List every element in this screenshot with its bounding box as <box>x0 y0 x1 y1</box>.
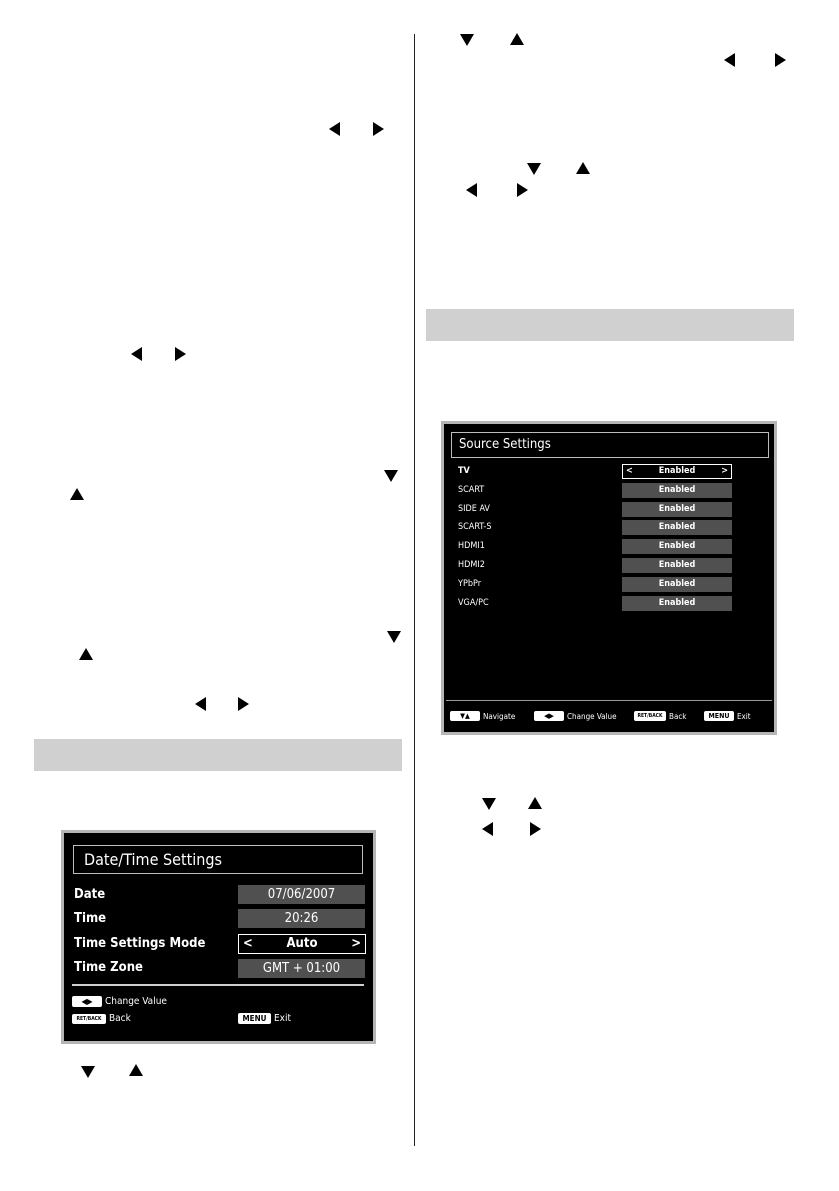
left-arrow-icon <box>329 122 340 136</box>
left-arrow-icon <box>482 822 493 836</box>
up-arrow-icon <box>129 1064 143 1076</box>
source-settings-screen <box>441 421 777 735</box>
exit-text: Exit <box>737 711 751 721</box>
right-arrow-icon <box>238 697 249 711</box>
source-row-label: TV <box>458 466 470 476</box>
up-arrow-icon <box>79 648 93 660</box>
down-arrow-icon <box>460 34 474 46</box>
time-settings-mode-label: Time Settings Mode <box>74 936 206 951</box>
back-text: Back <box>109 1013 131 1024</box>
screen-title <box>451 432 769 458</box>
source-row-label: SCART-S <box>458 522 492 533</box>
chevron-right-icon[interactable]: > <box>351 936 361 951</box>
menu-key: MENU <box>238 1013 271 1024</box>
source-row-value-text: Enabled <box>658 578 696 589</box>
up-arrow-icon <box>510 33 524 45</box>
column-divider <box>414 34 415 1146</box>
source-row-value[interactable] <box>622 520 732 535</box>
footer-divider <box>446 700 772 701</box>
right-arrow-icon <box>373 122 384 136</box>
left-arrow-icon <box>131 347 142 361</box>
left-right-keys-icon: ◀▶ <box>72 996 102 1007</box>
time-zone-value[interactable]: GMT + 01:00 <box>238 959 365 978</box>
time-label: Time <box>74 911 107 926</box>
exit-hint <box>238 1013 291 1024</box>
source-row-value[interactable] <box>622 483 732 498</box>
date-time-settings-screen <box>61 830 376 1044</box>
section-header-bar <box>426 309 794 341</box>
right-arrow-icon <box>175 347 186 361</box>
down-arrow-icon <box>387 631 401 643</box>
source-row-value[interactable] <box>622 596 732 611</box>
source-row-value-text: Enabled <box>658 597 696 608</box>
menu-key: MENU <box>704 711 734 721</box>
screen-title <box>73 845 363 874</box>
source-row-value-text: Enabled <box>658 541 696 552</box>
up-arrow-icon <box>70 488 84 500</box>
source-row-value[interactable] <box>622 502 732 517</box>
source-row-label: YPbPr <box>458 578 482 589</box>
right-arrow-icon <box>530 822 541 836</box>
exit-hint <box>704 711 751 721</box>
source-row-value-text: Enabled <box>658 560 696 570</box>
back-hint <box>634 711 686 721</box>
source-row-value[interactable] <box>622 558 732 573</box>
source-row-value-text: Enabled <box>658 503 696 514</box>
left-right-keys-icon: ◀▶ <box>534 711 564 721</box>
navigate-text: Navigate <box>483 711 516 721</box>
down-arrow-icon <box>527 163 541 175</box>
chevron-left-icon[interactable]: < <box>626 466 633 476</box>
source-row-value[interactable] <box>622 577 732 592</box>
change-value-text: Change Value <box>105 996 167 1007</box>
screen-title-text: Date/Time Settings <box>84 850 223 869</box>
ret-back-key: RET/BACK <box>72 1014 106 1024</box>
time-settings-mode-select[interactable] <box>238 934 366 954</box>
left-arrow-icon <box>466 183 477 197</box>
change-value-text: Change Value <box>567 711 617 721</box>
date-label: Date <box>74 887 106 902</box>
back-text: Back <box>669 711 687 721</box>
source-row-label: SCART <box>458 484 485 495</box>
down-arrow-icon <box>81 1066 95 1078</box>
exit-text: Exit <box>274 1013 292 1024</box>
screen-title-text: Source Settings <box>459 437 551 452</box>
left-arrow-icon <box>724 53 735 67</box>
source-row-value[interactable] <box>622 539 732 554</box>
source-row-label: HDMI1 <box>458 541 485 552</box>
chevron-left-icon[interactable]: < <box>243 936 253 951</box>
source-row-label: VGA/PC <box>458 597 489 608</box>
navigate-hint <box>450 711 515 721</box>
source-row-value-text: Enabled <box>658 522 696 533</box>
time-value[interactable]: 20:26 <box>238 909 365 928</box>
source-row-label: SIDE AV <box>458 503 490 514</box>
down-arrow-icon <box>482 798 496 810</box>
time-settings-mode-value: Auto <box>286 936 318 951</box>
right-arrow-icon <box>517 183 528 197</box>
chevron-right-icon[interactable]: > <box>721 466 728 476</box>
date-value[interactable]: 07/06/2007 <box>238 885 365 904</box>
source-row-label: HDMI2 <box>458 560 485 570</box>
ret-back-key: RET/BACK <box>634 711 666 721</box>
section-header-bar <box>34 739 402 771</box>
down-up-keys-icon: ▼▲ <box>450 711 480 721</box>
source-row-value-text: Enabled <box>658 484 696 495</box>
up-arrow-icon <box>576 162 590 174</box>
right-arrow-icon <box>775 53 786 67</box>
change-value-hint <box>534 711 617 721</box>
source-row-value[interactable] <box>622 464 732 479</box>
source-row-value-text: Enabled <box>658 466 696 476</box>
footer-divider <box>72 984 364 986</box>
up-arrow-icon <box>528 797 542 809</box>
time-zone-label: Time Zone <box>74 960 143 975</box>
down-arrow-icon <box>384 470 398 482</box>
change-value-hint <box>72 996 167 1007</box>
back-hint <box>72 1013 131 1024</box>
left-arrow-icon <box>195 697 206 711</box>
